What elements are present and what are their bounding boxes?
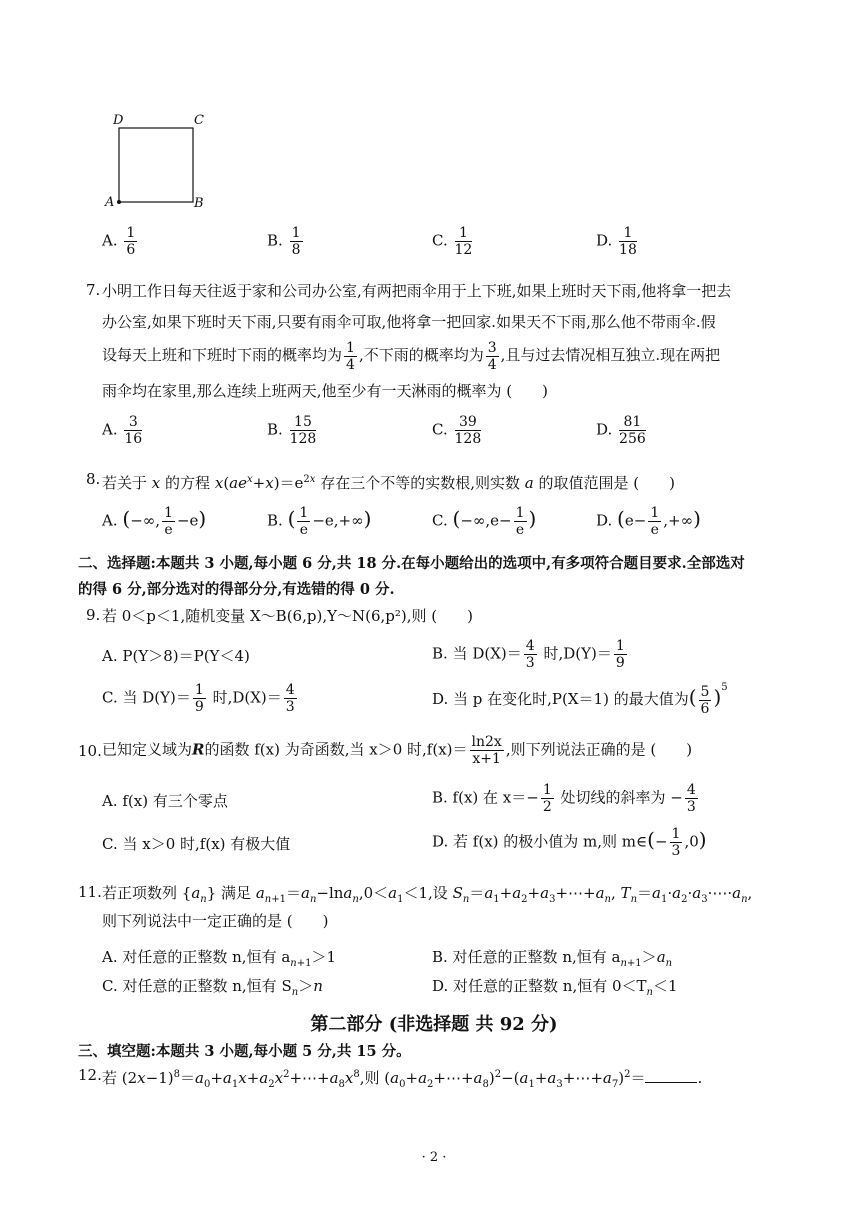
fraction: $\frac{1}{6}$ xyxy=(126,225,136,258)
q7-text: 设每天上班和下班时下雨的概率均为 xyxy=(102,346,343,364)
vertex-label-b: B xyxy=(194,196,204,211)
q9-option-c[interactable] xyxy=(102,682,299,715)
q10-option-c[interactable]: C. 当 x＞0 时,f(x) 有极大值 xyxy=(102,835,291,853)
option-text: B. 对任意的正整数 n,恒有 a xyxy=(432,948,621,966)
option-letter: D. xyxy=(596,420,613,439)
option-letter: A. xyxy=(102,420,118,439)
section-2-heading-cont: 的得 6 分,部分选对的得部分分,有选错的得 0 分. xyxy=(78,581,395,598)
q12-stem: 若 $(2x-1)^8=a_0+a_1x+a_2x^2+\cdots+a_8x^8$,则 $(a_0+a_2+\cdots+a_8)^2-(a_1+a_3+\cdots+a_7)^2=$ . xyxy=(102,1069,703,1090)
vertex-label-c: C xyxy=(194,113,204,128)
vertex-label-a: A xyxy=(105,195,115,210)
section-2-heading: 二、选择题:本题共 3 小题,每小题 6 分,共 18 分.在每小题给出的选项中,有多项符合题目要求.全部选对 xyxy=(78,555,745,572)
option-letter: B. xyxy=(267,420,283,439)
q6-option-c[interactable] xyxy=(432,225,474,258)
q9-option-b[interactable] xyxy=(432,638,629,671)
option-letter: A. xyxy=(102,231,118,250)
q11-option-b[interactable]: B. 对任意的正整数 n,恒有 $a_{n+1}>a_n$ xyxy=(432,948,673,969)
q11-option-c[interactable]: C. 对任意的正整数 n,恒有 $S_n>n$ xyxy=(102,977,323,998)
q11-option-a[interactable]: A. 对任意的正整数 n,恒有 $a_{n+1}>1$ xyxy=(102,948,337,969)
q8-text: 若关于 xyxy=(102,474,148,492)
q8-option-b[interactable]: B. ( $\frac{1}{e}$ −e,+∞) xyxy=(267,505,372,538)
fraction: $\frac{5}{6}$ xyxy=(700,683,710,717)
option-text: 时,D(X)＝ xyxy=(207,688,282,707)
option-letter: C. xyxy=(432,511,448,530)
fraction: $\frac{1}{9}$ xyxy=(194,682,204,715)
fraction: $\frac{4}{3}$ xyxy=(285,682,295,715)
option-text: C. 对任意的正整数 n,恒有 S xyxy=(102,977,292,995)
q11-number: 11. xyxy=(78,883,102,901)
fraction: $\frac{3}{16}$ xyxy=(124,414,143,447)
option-text: A. 对任意的正整数 n,恒有 a xyxy=(102,948,291,966)
fraction: $\frac{1}{8}$ xyxy=(291,225,301,258)
q10-stem: 已知定义域为R的函数 f(x) 为奇函数,当 x＞0 时,f(x)＝ $\frac{\ln 2x}{x+1}$ ,则下列说法正确的是 ( ) xyxy=(102,734,693,767)
fraction: $\frac{1}{3}$ xyxy=(671,826,681,859)
q7-text: ,不下雨的概率均为 xyxy=(358,346,484,364)
q6-option-b[interactable] xyxy=(267,225,305,258)
option-letter: B. xyxy=(267,231,283,250)
q8-option-a[interactable]: A. (−∞, $\frac{1}{e}$ −e) xyxy=(102,505,207,538)
fraction: $\frac{1}{e}$ xyxy=(515,505,525,538)
q8-number: 8. xyxy=(86,470,101,488)
q7-number: 7. xyxy=(86,281,101,299)
option-text: C. 当 D(Y)＝ xyxy=(102,688,191,707)
option-letter: B. xyxy=(267,511,283,530)
option-letter: C. xyxy=(432,420,448,439)
option-text: D. 若 f(x) 的极小值为 m,则 m∈ xyxy=(432,832,648,851)
q10-text: 的函数 f(x) 为奇函数,当 x＞0 时,f(x)＝ xyxy=(204,740,468,759)
q8-stem: 若关于 x 的方程 $x(ae^x+x)=e^{2x}$ 存在三个不等的实数根,则实数 a 的取值范围是 ( ) xyxy=(102,474,675,492)
q12-number: 12. xyxy=(78,1066,102,1084)
answer-blank[interactable] xyxy=(645,1068,697,1083)
fraction: $\frac{\ln 2x}{x+1}$ xyxy=(471,734,502,767)
fraction: $\frac{4}{3}$ xyxy=(525,638,535,671)
fraction: $\frac{1}{4}$ xyxy=(346,339,355,373)
fraction: $\frac{4}{3}$ xyxy=(686,782,696,815)
q6-option-a[interactable] xyxy=(102,225,139,258)
q7-option-b[interactable] xyxy=(267,414,318,447)
vertex-label-d: D xyxy=(113,113,124,128)
option-text: B. 当 D(X)＝ xyxy=(432,644,522,663)
option-text: 时,D(Y)＝ xyxy=(538,644,612,663)
q11-stem: 若正项数列 $\{a_n\}$ 满足 $a_{n+1}=a_n-\ln a_n,0<a_1<1$,设 $S_n=a_1+a_2+a_3+\cdots+a_n$, $T_n=a_1\cdot a_2\cdot a_3\cdot\cdots\cdot a_n$, xyxy=(102,884,753,905)
q8-option-d[interactable]: D. (e− $\frac{1}{e}$ ,+∞) xyxy=(596,505,701,538)
part-2-title: 第二部分 (非选择题 共 92 分) xyxy=(310,1014,558,1035)
q10-number: 10. xyxy=(78,742,102,760)
page-number: · 2 · xyxy=(421,1150,447,1165)
q7-line-4: 雨伞均在家里,那么连续上班两天,他至少有一天淋雨的概率为 ( ) xyxy=(102,382,549,400)
option-letter: D. xyxy=(596,231,613,250)
q11-line-2: 则下列说法中一定正确的是 ( ) xyxy=(102,912,329,930)
q9-stem: 若 0＜p＜1,随机变量 X～B(6,p),Y～N(6,p²),则 ( ) xyxy=(102,607,473,625)
fraction: $\frac{3}{4}$ xyxy=(487,339,497,373)
q7-text: ,且与过去情况相互独立.现在两把 xyxy=(500,346,721,364)
fraction: $\frac{39}{128}$ xyxy=(454,414,482,447)
option-text: B. f(x) 在 x＝− xyxy=(432,788,539,807)
fraction: $\frac{1}{e}$ xyxy=(299,505,309,538)
q10-option-d[interactable]: D. 若 f(x) 的极小值为 m,则 m∈(− $\frac{1}{3}$ ,0) xyxy=(432,826,707,859)
option-letter: D. xyxy=(596,511,613,530)
q10-option-b[interactable] xyxy=(432,782,700,815)
fraction: $\frac{1}{2}$ xyxy=(542,782,552,815)
fraction: $\frac{1}{e}$ xyxy=(164,505,173,538)
q7-option-a[interactable] xyxy=(102,414,144,447)
option-text: 处切线的斜率为 − xyxy=(555,788,683,807)
q9-option-a[interactable]: A. P(Y＞8)＝P(Y＜4) xyxy=(102,647,250,665)
q7-option-c[interactable] xyxy=(432,414,483,447)
q9-number: 9. xyxy=(86,606,101,624)
option-text: D. 对任意的正整数 n,恒有 0＜T xyxy=(432,977,647,995)
fraction: $\frac{1}{12}$ xyxy=(454,225,473,258)
q10-text: 已知定义域为 xyxy=(102,740,193,759)
q7-line-1: 小明工作日每天往返于家和公司办公室,有两把雨伞用于上下班,如果上班时天下雨,他将拿一把去 xyxy=(102,282,732,300)
option-text: D. 当 p 在变化时,P(X＝1) 的最大值为 xyxy=(432,690,689,708)
fraction: $\frac{81}{256}$ xyxy=(619,414,646,447)
q8-text: 存在三个不等的实数根,则实数 xyxy=(320,474,520,492)
fraction: $\frac{1}{18}$ xyxy=(619,225,637,258)
option-letter: A. xyxy=(102,511,118,530)
section-3-heading: 三、填空题:本题共 3 小题,每小题 5 分,共 15 分。 xyxy=(78,1043,411,1060)
fraction: $\frac{1}{e}$ xyxy=(650,505,660,538)
q8-option-c[interactable]: C. (−∞,e− $\frac{1}{e}$ ) xyxy=(432,505,537,538)
q7-line-3 xyxy=(102,338,720,373)
q10-option-a[interactable]: A. f(x) 有三个零点 xyxy=(102,792,228,810)
q8-text: 的取值范围是 ( ) xyxy=(538,474,675,492)
q9-option-d[interactable]: D. 当 p 在变化时,P(X＝1) 的最大值为( $\frac{5}{6}$ )$^5$ xyxy=(432,682,728,717)
q11-option-d[interactable]: D. 对任意的正整数 n,恒有 $0<T_n<1$ xyxy=(432,977,678,998)
q8-text: 的方程 xyxy=(165,474,211,492)
q7-option-d[interactable] xyxy=(596,414,648,447)
q10-text: ,则下列说法正确的是 ( ) xyxy=(505,740,693,759)
q6-option-d[interactable] xyxy=(596,225,639,258)
fraction: $\frac{1}{9}$ xyxy=(615,638,625,671)
option-letter: C. xyxy=(432,231,448,250)
fraction: $\frac{15}{128}$ xyxy=(289,414,317,447)
q7-line-2: 办公室,如果下班时天下雨,只要有雨伞可取,他将拿一把回家.如果天不下雨,那么他不带雨伞.假 xyxy=(102,313,716,331)
